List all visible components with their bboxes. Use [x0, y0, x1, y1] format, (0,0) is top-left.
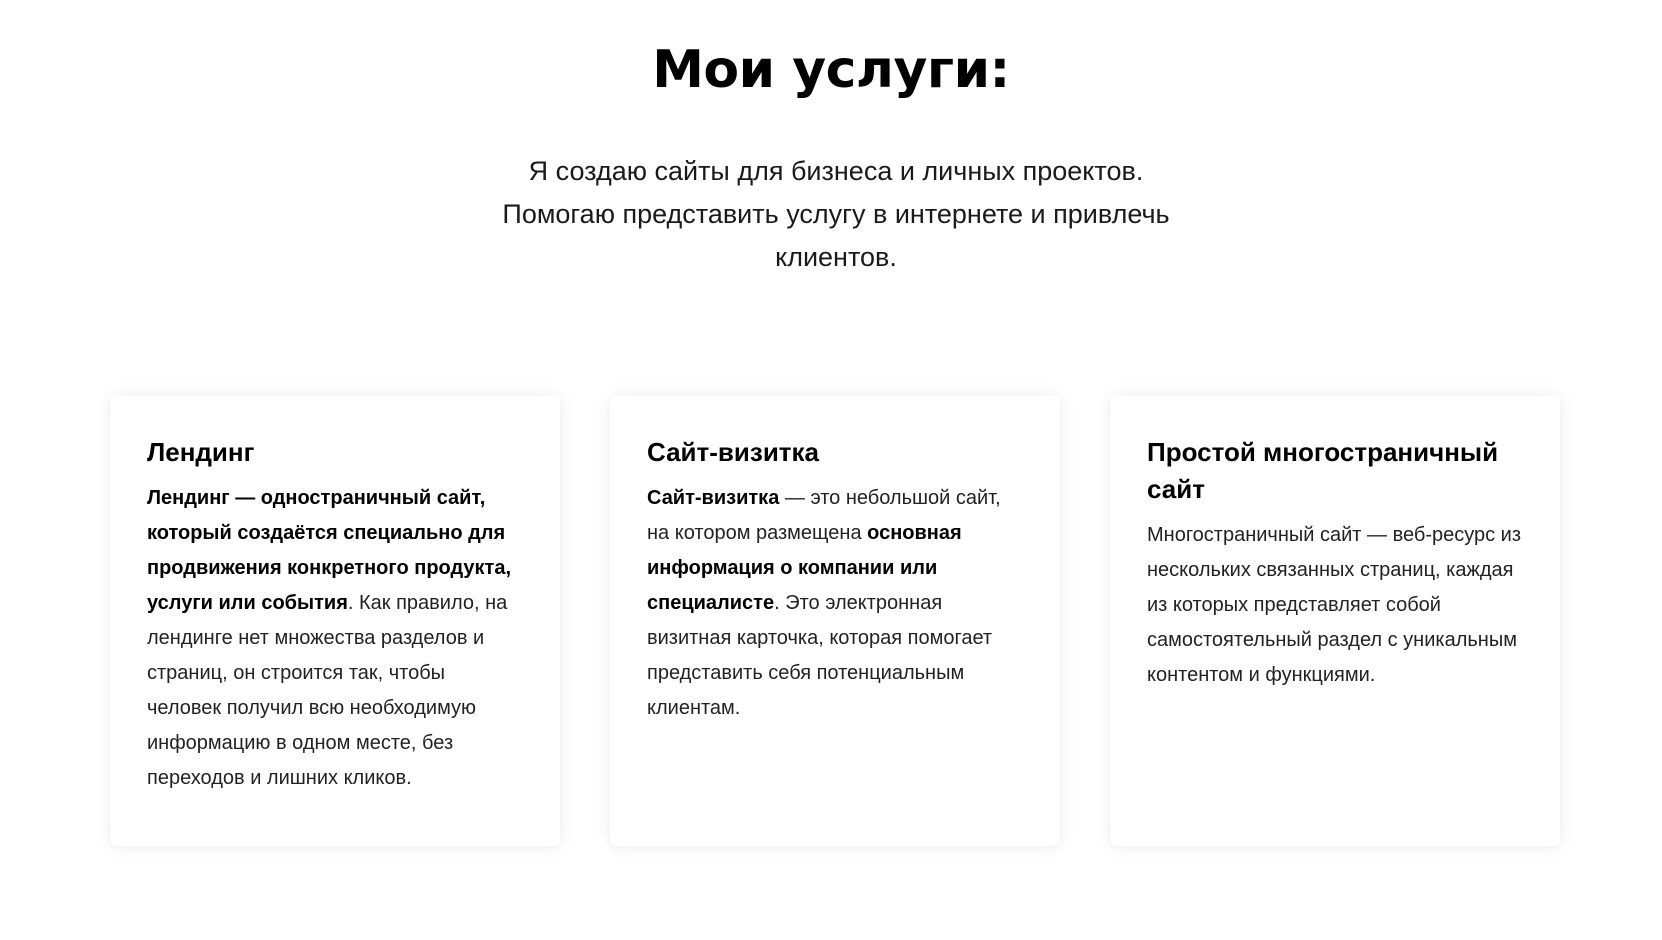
- page-title: Мои услуги:: [652, 40, 1010, 100]
- service-card-landing: [110, 396, 560, 846]
- card-description-bold: Лендинг — одностраничный сайт, который создаётся специально для продвижения конкретного продукта, услуги или события: [147, 487, 512, 614]
- card-title: Простой многостраничный сайт: [1147, 437, 1499, 504]
- services-cards: [110, 396, 1560, 846]
- card-description-text: . Как правило, на лендинге нет множества разделов и страниц, он строится так, чтобы человек получил всю необходимую информацию в одном месте, без переходов и лишних кликов.: [147, 592, 508, 789]
- card-description: [647, 481, 1024, 726]
- intro-line: Помогаю представить услугу в интернете и привлечь: [502, 199, 1170, 229]
- card-description-text: — это небольшой сайт, на котором размещена: [647, 487, 1001, 544]
- intro-text: [486, 150, 1186, 279]
- card-description-bold: основная информация о компании или специалисте: [647, 522, 962, 614]
- card-description-bold: Сайт-визитка: [647, 487, 780, 509]
- intro-line: клиентов.: [775, 242, 897, 272]
- intro-line: Я создаю сайты для бизнеса и личных проектов.: [528, 156, 1144, 186]
- service-card-business-card-site: [610, 396, 1060, 846]
- card-title: Сайт-визитка: [647, 437, 820, 467]
- card-title: Лендинг: [147, 437, 255, 467]
- card-description: [147, 481, 524, 796]
- card-description-text: . Это электронная визитная карточка, которая помогает представить себя потенциальным клиентам.: [647, 592, 993, 719]
- card-description: [1147, 518, 1524, 693]
- service-card-multipage-site: [1110, 396, 1560, 846]
- card-description-text: Многостраничный сайт — веб-ресурс из нескольких связанных страниц, каждая из которых представляет собой самостоятельный раздел с уникальным контентом и функциями.: [1147, 524, 1522, 686]
